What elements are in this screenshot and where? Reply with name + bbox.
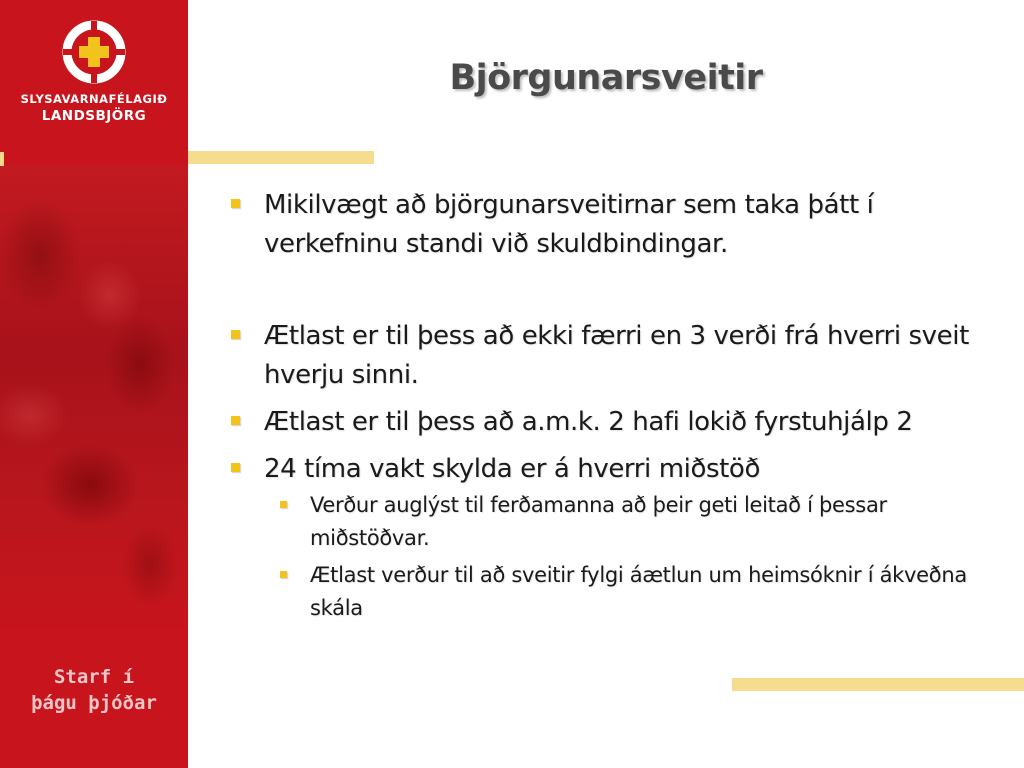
sub-list-item: [272, 489, 986, 555]
accent-bar-top: [188, 151, 374, 164]
bullet-text: Ætlast er til þess að a.m.k. 2 hafi lokið fyrstuhjálp 2: [264, 407, 913, 437]
sidebar: [0, 0, 188, 768]
logo: [0, 20, 188, 124]
sub-bullet-text: Ætlast verður til að sveitir fylgi áætlun um heimsóknir í ákveðna skála: [310, 563, 967, 620]
bullet-square-icon: [231, 330, 240, 339]
list-item: [226, 403, 986, 442]
list-item: [226, 186, 986, 264]
tagline: [0, 664, 188, 716]
sub-bullet-text: Verður auglýst til ferðamanna að þeir geti leitað í þessar miðstöðvar.: [310, 493, 887, 550]
tagline-line1: Starf í: [53, 666, 135, 688]
edge-accent: [0, 152, 4, 166]
bullet-square-icon: [231, 463, 240, 472]
slide-title: Björgunarsveitir: [449, 58, 763, 98]
bullet-text: Ætlast er til þess að ekki færri en 3 verði frá hverri sveit hverju sinni.: [264, 321, 969, 390]
lifebuoy-cross-icon: [62, 20, 126, 84]
bullet-text: 24 tíma vakt skylda er á hverri miðstöð: [264, 454, 760, 484]
sidebar-background-photo: [0, 165, 188, 635]
bullet-text: Mikilvægt að björgunarsveitirnar sem taka þátt í verkefninu standi við skuldbindingar.: [264, 190, 874, 259]
bullet-square-icon: [231, 416, 240, 425]
logo-text-line1: SLYSAVARNAFÉLAGIÐ: [20, 92, 168, 106]
list-item: [226, 450, 986, 489]
list-item: [226, 317, 986, 395]
tagline-line2: þágu þjóðar: [31, 692, 157, 714]
sub-bullet-square-icon: [280, 571, 287, 578]
bullet-list: [226, 186, 986, 625]
bullet-square-icon: [231, 199, 240, 208]
logo-text-line2: LANDSBJÖRG: [41, 108, 147, 124]
accent-bar-bottom: [732, 678, 1024, 691]
sub-bullet-square-icon: [280, 501, 287, 508]
sub-list-item: [272, 559, 986, 625]
